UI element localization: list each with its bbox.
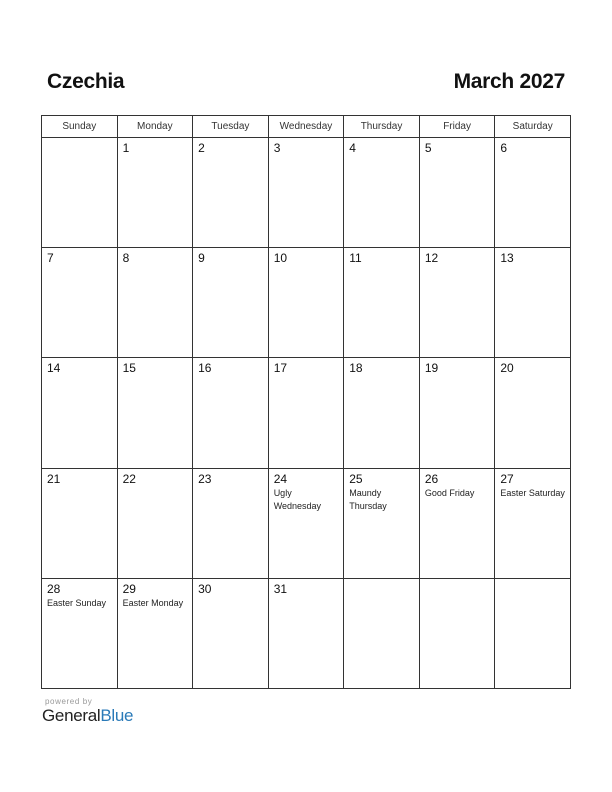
country-title: Czechia — [47, 70, 125, 93]
holiday-label: Easter Sunday — [47, 597, 107, 608]
day-cell — [117, 138, 193, 248]
day-number: 12 — [424, 251, 439, 266]
day-cell — [344, 468, 420, 578]
day-cell — [495, 248, 571, 358]
day-number: 21 — [47, 471, 61, 486]
holiday-label: Easter Saturday — [500, 487, 565, 498]
weekday-header: Saturday — [495, 116, 571, 138]
day-cell — [42, 468, 118, 578]
day-cell — [117, 468, 193, 578]
generalblue-logo[interactable] — [42, 706, 133, 726]
holiday-label: Good Friday — [424, 487, 475, 498]
day-cell — [495, 468, 571, 578]
day-number: 31 — [273, 581, 288, 596]
weekday-header-row — [42, 116, 571, 138]
day-number: 17 — [273, 361, 288, 376]
day-number: 27 — [500, 471, 514, 486]
day-number: 30 — [198, 581, 212, 596]
day-number: 10 — [273, 251, 288, 266]
powered-by-text: powered by — [45, 697, 93, 706]
day-number: 25 — [349, 471, 363, 486]
weekday-header: Friday — [419, 116, 495, 138]
day-number: 28 — [47, 581, 61, 596]
day-cell — [42, 578, 118, 688]
weekday-header: Wednesday — [268, 116, 344, 138]
day-number: 16 — [198, 361, 212, 376]
day-cell — [193, 468, 269, 578]
day-number: 2 — [198, 141, 205, 155]
day-cell — [268, 138, 344, 248]
day-number: 6 — [500, 141, 508, 155]
day-number: 29 — [122, 581, 136, 596]
day-cell — [117, 358, 193, 468]
holiday-label: Maundy Thursday — [349, 487, 387, 511]
day-number: 18 — [349, 361, 363, 376]
day-number: 3 — [273, 141, 281, 155]
day-cell — [344, 578, 420, 688]
day-cell — [268, 248, 344, 358]
calendar-grid — [41, 115, 571, 689]
week-row — [42, 578, 571, 688]
day-cell — [193, 248, 269, 358]
week-row — [42, 248, 571, 358]
day-cell — [117, 248, 193, 358]
day-cell — [344, 138, 420, 248]
day-cell — [419, 358, 495, 468]
footer-branding — [42, 697, 133, 726]
day-number: 24 — [273, 471, 288, 486]
week-row — [42, 138, 571, 248]
day-cell — [193, 578, 269, 688]
day-number: 15 — [122, 361, 136, 376]
day-number: 22 — [122, 471, 136, 486]
day-number: 5 — [424, 141, 432, 155]
day-number: 13 — [500, 251, 514, 266]
day-cell — [117, 578, 193, 688]
day-cell — [344, 358, 420, 468]
day-cell — [495, 138, 571, 248]
day-number: 4 — [349, 141, 356, 155]
day-cell — [42, 138, 118, 248]
week-row — [42, 358, 571, 468]
day-number: 1 — [122, 141, 130, 155]
day-cell — [193, 358, 269, 468]
week-row — [42, 468, 571, 578]
weekday-header: Thursday — [344, 116, 420, 138]
brand-general: General — [42, 706, 101, 725]
day-cell — [344, 248, 420, 358]
day-cell — [419, 578, 495, 688]
day-number: 9 — [198, 251, 205, 266]
day-cell — [419, 248, 495, 358]
brand-blue: Blue — [100, 706, 134, 725]
weekday-header: Monday — [117, 116, 193, 138]
day-cell — [419, 138, 495, 248]
day-cell — [419, 468, 495, 578]
day-number: 8 — [122, 251, 130, 266]
month-title: March 2027 — [453, 70, 565, 93]
day-number: 19 — [424, 361, 439, 376]
holiday-label: Easter Monday — [122, 597, 184, 608]
day-cell — [268, 358, 344, 468]
day-number: 7 — [47, 251, 54, 266]
day-number: 11 — [349, 251, 362, 266]
day-cell — [495, 578, 571, 688]
day-cell — [42, 248, 118, 358]
day-cell — [193, 138, 269, 248]
day-number: 20 — [500, 361, 514, 376]
holiday-label: Ugly Wednesday — [273, 487, 322, 511]
day-cell — [495, 358, 571, 468]
day-cell — [268, 468, 344, 578]
day-number: 14 — [47, 361, 61, 376]
day-number: 23 — [198, 471, 212, 486]
weekday-header: Tuesday — [193, 116, 269, 138]
day-number: 26 — [424, 471, 439, 486]
day-cell — [268, 578, 344, 688]
weekday-header: Sunday — [42, 116, 118, 138]
day-cell — [42, 358, 118, 468]
